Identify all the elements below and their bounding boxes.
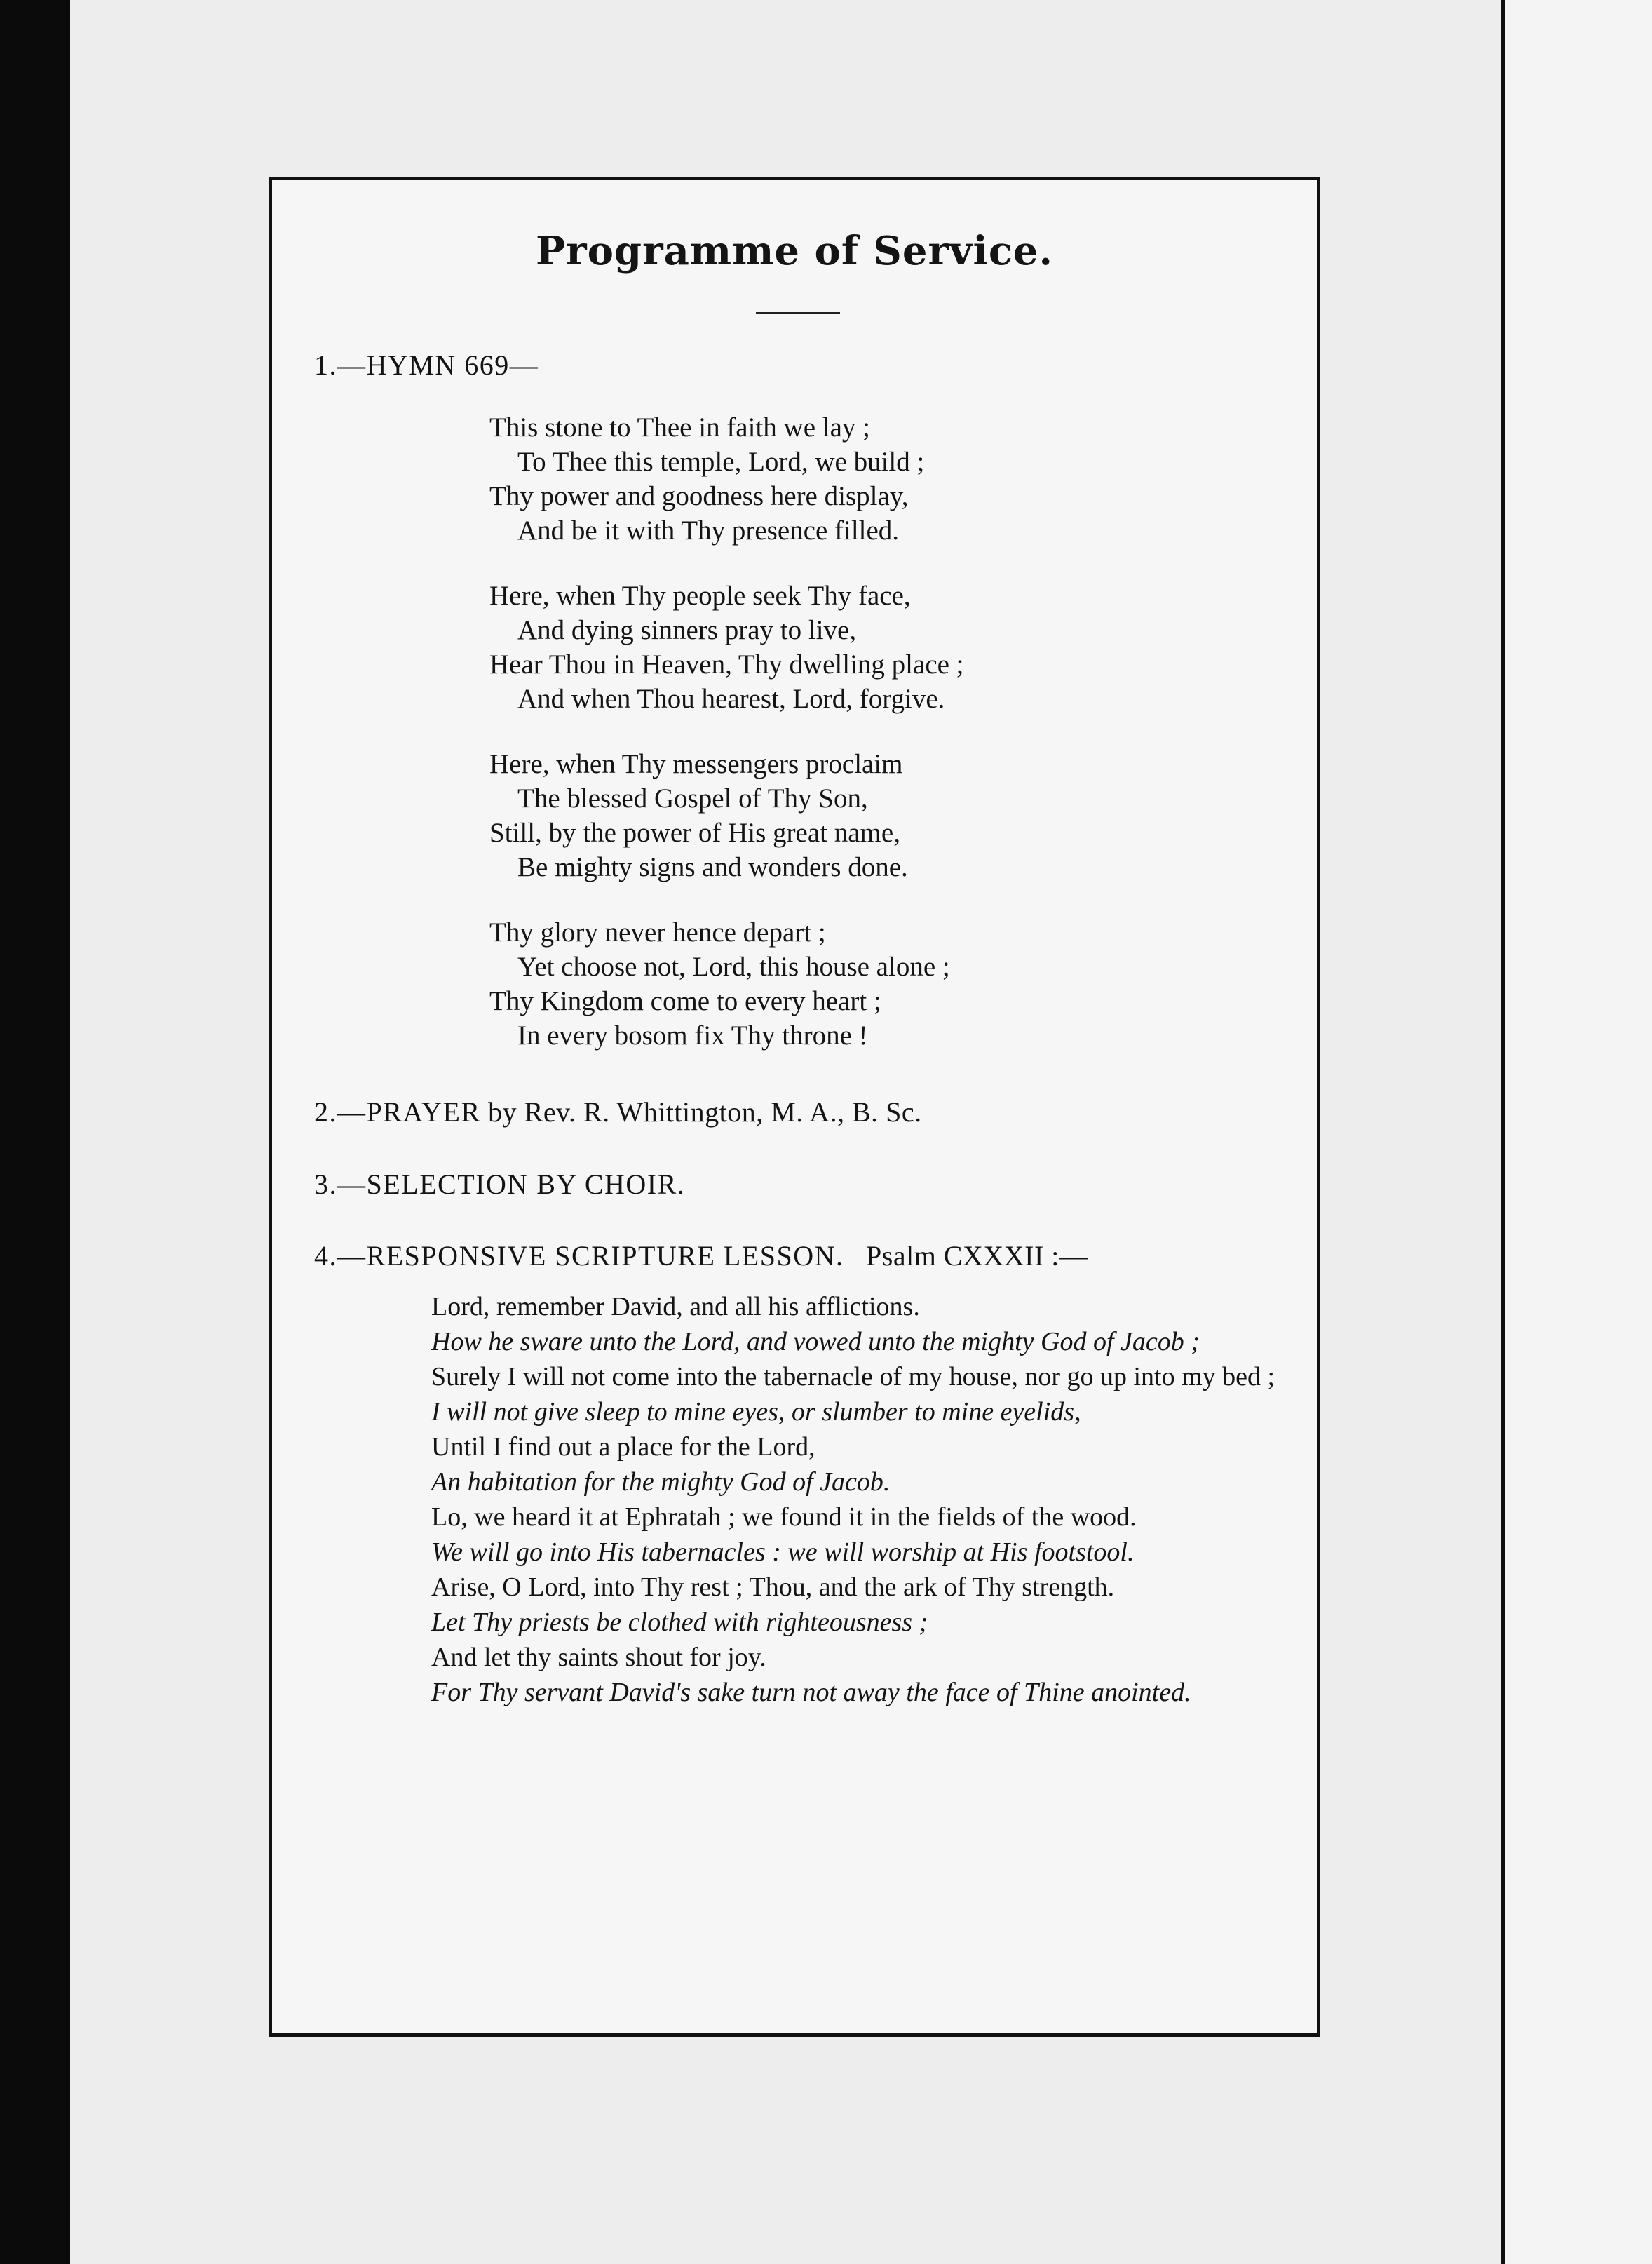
item-number: 1. [314, 349, 337, 381]
hymn-line: This stone to Thee in faith we lay ; [489, 412, 870, 443]
item-hymn [314, 349, 539, 382]
hymn-line: Thy Kingdom come to every heart ; [489, 986, 881, 1016]
hymn-stanza [489, 579, 1191, 716]
hymn-line: Still, by the power of His great name, [489, 818, 900, 848]
hymn-stanza [489, 410, 1191, 548]
hymn-line: And when Thou hearest, Lord, forgive. [517, 684, 945, 714]
hymn-line: Be mighty signs and wonders done. [517, 852, 908, 882]
item-label: —HYMN 669— [337, 349, 539, 381]
item-choir [314, 1168, 685, 1201]
hymn-line: Yet choose not, Lord, this house alone ; [517, 952, 950, 982]
programme-frame [269, 177, 1320, 2037]
programme-content [272, 180, 1317, 2033]
hymn-line: Here, when Thy people seek Thy face, [489, 581, 911, 611]
item-label: —PRAYER [337, 1096, 481, 1128]
lesson-verse: Lo, we heard it at Ephratah ; we found it in the fields of the wood. [431, 1502, 1137, 1532]
hymn-line: The blessed Gospel of Thy Son, [517, 783, 868, 814]
lesson-response: I will not give sleep to mine eyes, or slumber to mine eyelids, [431, 1397, 1081, 1427]
responsive-lesson [403, 1294, 1280, 1715]
item-suffix: by Rev. R. Whittington, M. A., B. Sc. [480, 1096, 922, 1128]
hymn-line: Here, when Thy messengers proclaim [489, 749, 903, 779]
hymn-stanza [489, 747, 1191, 884]
item-prayer [314, 1096, 922, 1128]
hymn-line: And be it with Thy presence filled. [517, 516, 900, 546]
item-label: —SELECTION BY CHOIR. [337, 1168, 686, 1200]
lesson-verse: Lord, remember David, and all his afflictions. [431, 1292, 920, 1321]
lesson-response: How he sware unto the Lord, and vowed unto the mighty God of Jacob ; [431, 1327, 1200, 1356]
item-scripture-lesson [314, 1239, 1088, 1272]
lesson-response: An habitation for the mighty God of Jacob. [431, 1467, 891, 1497]
lesson-response: For Thy servant David's sake turn not away the face of Thine anointed. [431, 1678, 1191, 1707]
hymn-line: And dying sinners pray to live, [517, 615, 857, 645]
hymn-text [489, 410, 1191, 1084]
hymn-line: In every bosom fix Thy throne ! [517, 1020, 868, 1051]
page-title: Programme of Service. [535, 228, 1054, 274]
hymn-line: To Thee this temple, Lord, we build ; [517, 447, 925, 477]
lesson-verse: Arise, O Lord, into Thy rest ; Thou, and the ark of Thy strength. [431, 1572, 1115, 1602]
item-suffix: Psalm CXXXII :— [844, 1240, 1088, 1272]
lesson-response: We will go into His tabernacles : we will worship at His footstool. [431, 1537, 1135, 1567]
lesson-verse: Surely I will not come into the tabernacle of my house, nor go up into my bed ; [431, 1362, 1275, 1392]
item-label: —RESPONSIVE SCRIPTURE LESSON. [337, 1240, 844, 1272]
hymn-stanza [489, 915, 1191, 1053]
lesson-verse: Until I find out a place for the Lord, [431, 1432, 815, 1462]
hymn-line: Thy glory never hence depart ; [489, 917, 826, 948]
item-number: 4. [314, 1240, 337, 1272]
lesson-response: Let Thy priests be clothed with righteousness ; [431, 1608, 928, 1637]
item-number: 3. [314, 1168, 337, 1200]
hymn-line: Hear Thou in Heaven, Thy dwelling place ; [489, 649, 964, 680]
title-rule [756, 312, 840, 314]
facing-page-edge [1505, 0, 1652, 2264]
item-number: 2. [314, 1096, 337, 1128]
lesson-verse: And let thy saints shout for joy. [431, 1643, 766, 1672]
hymn-line: Thy power and goodness here display, [489, 481, 909, 511]
